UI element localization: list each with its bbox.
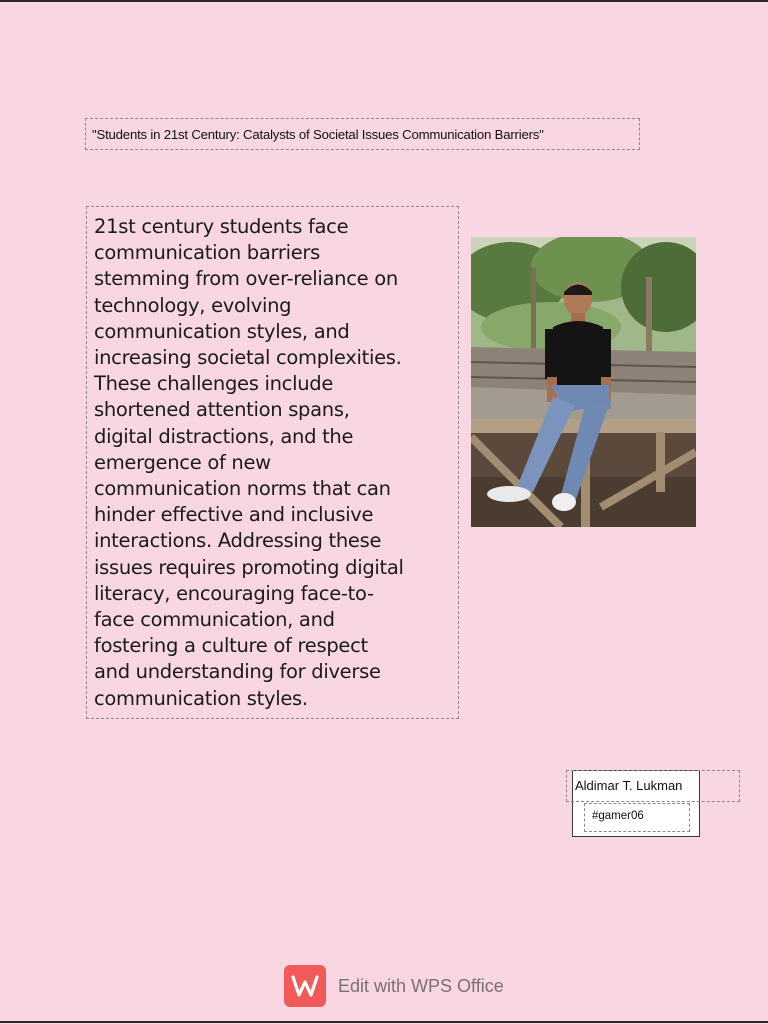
student-photo — [471, 237, 696, 527]
author-tag: #gamer06 — [592, 810, 644, 822]
bottom-border — [0, 1021, 768, 1023]
body-box — [86, 206, 459, 719]
title-box — [85, 118, 640, 150]
document-title: "Students in 21st Century: Catalysts of Societal Issues Communication Barriers" — [92, 126, 544, 142]
wps-edit-label[interactable]: Edit with WPS Office — [338, 975, 504, 996]
wps-logo-icon — [284, 965, 326, 1007]
wps-watermark[interactable] — [284, 965, 504, 1007]
body-paragraph: 21st century students face communication barriers stemming from over-reliance on technology, evolving communication styles, and increasing societal complexities. These challenges include shortened attention spans, digital distractions, and the emergence of new communication norms that can hinder effective and inclusive interactions. Addressing these issues requires promoting digital literacy, encouraging face-to- face communication, and fostering a culture of respect and understanding for diverse communication styles. — [94, 215, 404, 710]
author-name: Aldimar T. Lukman — [575, 778, 683, 793]
top-border — [0, 0, 768, 2]
